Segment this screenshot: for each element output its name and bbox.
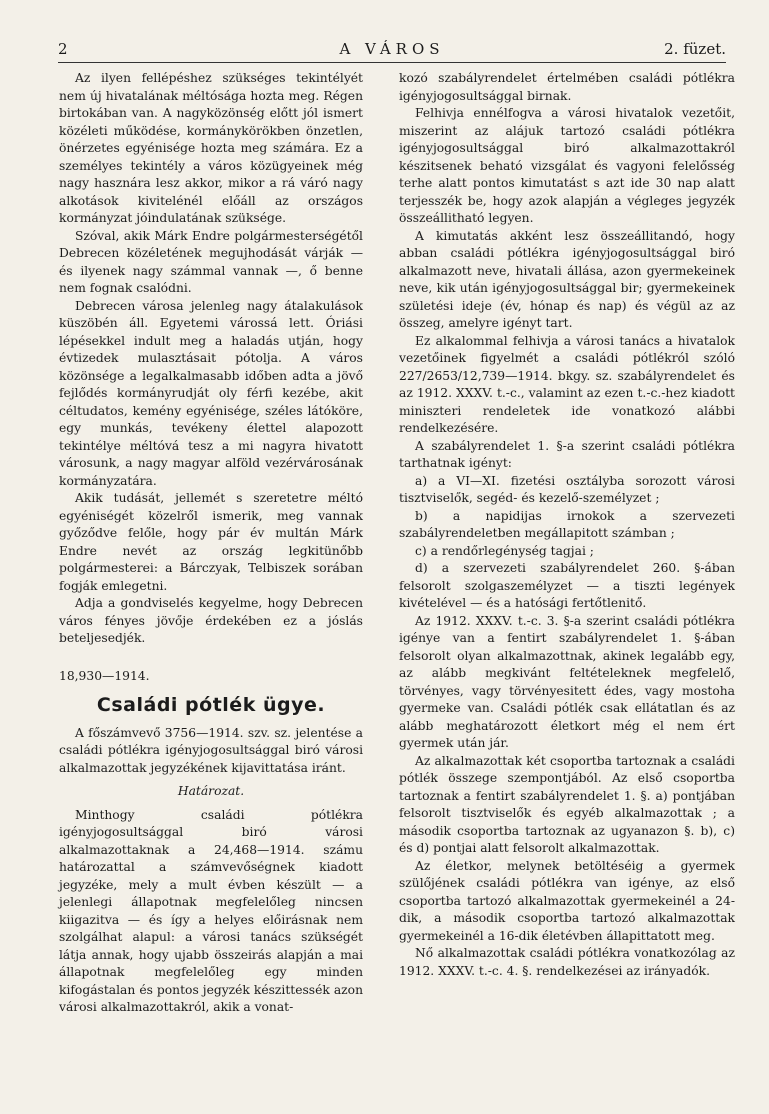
list-item: a) a VI—XI. fizetési osztályba sorozott városi tisztviselők, segéd- és kezelő-személyzet ; (399, 473, 735, 505)
decision-paragraph: Minthogy családi pótlékra igényjogosultsággal biró városi alkalmazottaknak a 24,468—1914. számu határozattal a számvevőségnek kiadott jegyzéke, mely a mult évben készült — a jelenlegi állapotnak megfelelőleg nincsen kiigazitva — és így a helyes előirásnak nem szolgálhat alapul: a városi tanács szükségét látja annak, hogy ujabb összeirás alapján a mai állapotnak megfelelőleg egy minden kifogástalan és pontos jegyzék készittessék azon városi alkalmazottakról, akik a vonat- (59, 807, 363, 1014)
header-rule (58, 62, 726, 63)
page-header (58, 40, 726, 62)
list-item: c) a rendőrlegénység tagjai ; (415, 543, 594, 558)
list-item: b) a napidijas irnokok a szervezeti szabályrendeletben megállapitott számban ; (399, 508, 735, 540)
paragraph: Az ilyen fellépéshez szükséges tekintélyét nem új hivatalának méltósága hozta meg. Régen birtokában van. A nagyközönség előtt jól ismert közéleti működése, kormánykörökben önzetlen, önérzetes egyénisége hozta meg számára. Ez a személyes tekintély a város közügyeinek még nagy hasznára lesz akkor, mikor a rá váró nagy alkotások kivitelénél előáll az országos kormányzat jóindulatának szüksége. (59, 71, 363, 225)
list-item: d) a szervezeti szabályrendelet 260. §-ában felsorolt szolgaszemélyzet — a tiszti legények kivételével — és a hatósági fertőtlenitő. (399, 561, 735, 610)
document-number: 18,930—1914. (59, 668, 150, 683)
eligibility-list (399, 473, 735, 613)
page-number: 2 (58, 40, 68, 58)
paragraph: Nő alkalmazottak családi pótlékra vonatkozólag az 1912. XXXV. t.-c. 4. §. rendelkezései az irányadók. (399, 946, 735, 978)
paragraph: A kimutatás akként lesz összeállitandó, hogy abban családi pótlékra igényjogosultsággal biró alkalmazott neve, hivatali állása, azon gyermekeinek neve, kik után igényjogosultsággal bir; gyermekeinek születési ideje (év, hónap és nap) és végül az az összeg, amelyre igényt tart. (399, 228, 735, 330)
paragraph: Szóval, akik Márk Endre polgármesterségétől Debrecen közéletének megujhodását várják — és ilyenek nagy számmal vannak —, ő benne nem fognak csalódni. (59, 228, 363, 295)
paragraph: Felhivja ennélfogva a városi hivatalok vezetőit, miszerint az alájuk tartozó családi pótlékra igényjogosultsággal biró alkalmazottakról készitsenek beható vizsgálat és vagyoni felelősség terhe alatt pontos kimutatást s azt ide 30 nap alatt terjesszék be, hogy azok alapján a végleges jegyzék összeállitható legyen. (399, 106, 735, 225)
intro-paragraph: A főszámvevő 3756—1914. szv. sz. jelentése a családi pótlékra igényjogosultsággal biró városi alkalmazottak jegyzékének kijavittatása iránt. (59, 725, 363, 775)
paragraph: Az életkor, melynek betöltéséig a gyermek szülőjének családi pótlékra van igénye, az első csoportba tartozó alkalmazottak gyermekeinél a 24-dik, a második csoportba tartozó alkalmazottak gyermekeinél a 16-dik életévben állapittatott meg. (399, 858, 735, 943)
paragraph: Akik tudását, jellemét s szeretetre méltó egyéniségét közelről ismerik, meg vannak győződve felőle, hogy pár év multán Márk Endre nevét az ország legkitünőbb polgármesterei: a Bárczyak, Telbiszek sorában fogják emlegetni. (59, 491, 363, 593)
paragraph: A szabályrendelet 1. §-a szerint családi pótlékra tarthatnak igényt: (399, 438, 735, 470)
paragraph: Debrecen városa jelenleg nagy átalakulások küszöbén áll. Egyetemi várossá lett. Óriási lépésekkel indult meg a haladás utján, hogy évtizedek mulasztásait pótolja. A város közönsége a legalkalmasabb időben adta a jövő fejlődés kormányrudját oly férfi kezébe, akit céltudatos, kemény egyénisége, széles látóköre, egy munkás, tevékeny élettel alapozott tekintélye méltóvá tesz a mi nagyra hivatott városunk, a nagy magyar alföld vezérvárosának kormányzatára. (59, 298, 363, 488)
paragraph: Az 1912. XXXV. t.-c. 3. §-a szerint családi pótlékra igénye van a fentirt szabályrendelet 1. §-ában felsorolt olyan alkalmazottnak, akinek legalább egy, az alább megkivánt feltételeknek megfelelő, törvényes, vagy törvényesitett édes, vagy mostoha gyermeke van. Családi pótlék csak ellátatlan és az alább meghatározott életkort még el nem ért gyermek után jár. (399, 613, 735, 750)
paragraph: Az alkalmazottak két csoportba tartoznak a családi pótlék összege szempontjából. Az első csoportba tartoznak a fentirt szabályrendelet 1. §. a) pontjában felsorolt tisztviselők és egyéb alkalmazottak ; a második csoportba tartoznak az ugyanazon §. b), c) és d) pontjai alatt felsorolt alkalmazottak. (399, 753, 735, 855)
decision-label: Határozat. (177, 784, 245, 798)
left-column (59, 70, 363, 1017)
paragraph: Adja a gondviselés kegyelme, hogy Debrecen város fényes jövője érdekében ez a jóslás beteljesedjék. (59, 596, 363, 645)
issue-number: 2. füzet. (664, 40, 726, 58)
paragraph: Ez alkalommal felhivja a városi tanács a hivatalok vezetőinek figyelmét a családi pótlékról szóló 227/2653/12,739—1914. bkgy. sz. szabályrendelet és az 1912. XXXV. t.-c., valamint az ezen t.-c.-hez kiadott miniszteri rendeletek ide vonatkozó alábbi rendelkezésére. (399, 333, 735, 435)
publication-title: A VÁROS (339, 40, 445, 58)
paragraph: kozó szabályrendelet értelmében családi pótlékra igényjogosultsággal birnak. (399, 71, 735, 103)
right-column (399, 70, 735, 980)
section-title: Családi pótlék ügye. (96, 694, 326, 716)
